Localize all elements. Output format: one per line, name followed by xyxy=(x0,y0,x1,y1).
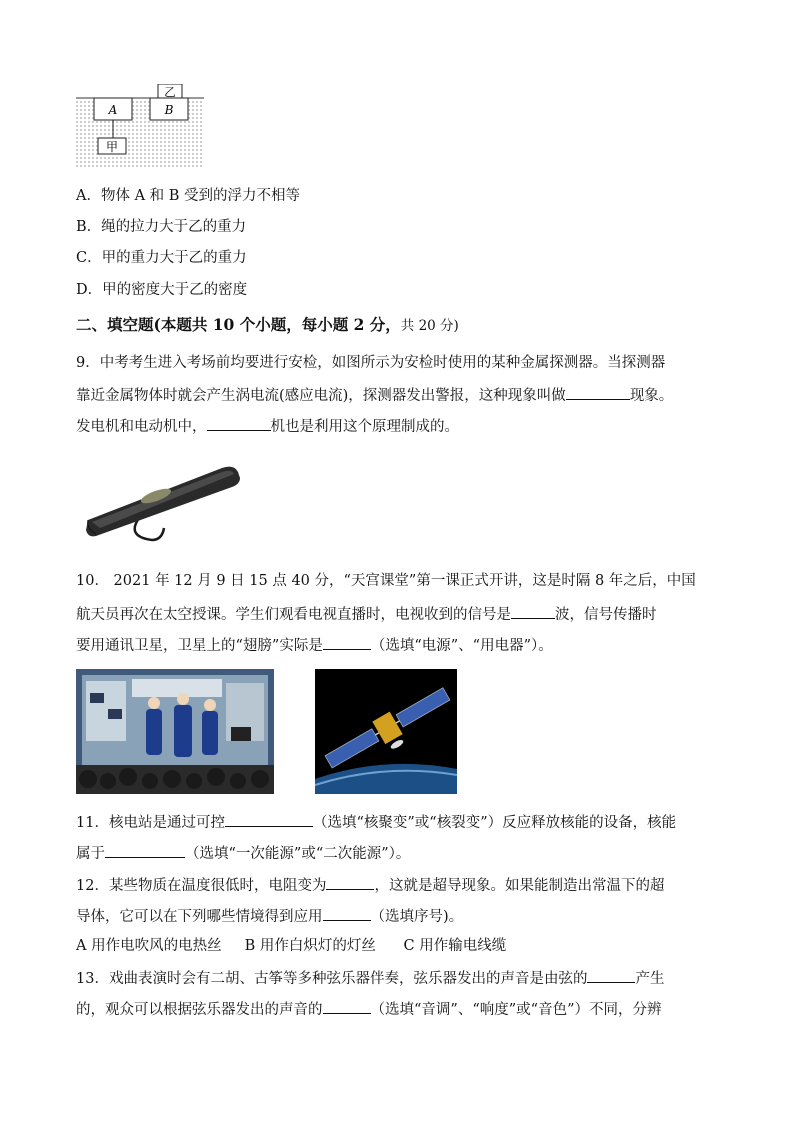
q12-options: A 用作电吹风的电热丝 B 用作白炽灯的灯丝 C 用作输电线缆 xyxy=(76,938,507,954)
q9-line-3 xyxy=(76,415,459,437)
q9-blank-1[interactable] xyxy=(566,384,630,400)
q12-text: 导体，它可以在下列哪些情境得到应用 xyxy=(76,909,323,925)
q8-option-c: C．甲的重力大于乙的重力 xyxy=(76,250,247,266)
q13-text: 13．戏曲表演时会有二胡、古筝等多种弦乐器伴奏，弦乐器发出的声音是由弦的 xyxy=(76,971,588,987)
q11-blank-1[interactable] xyxy=(225,811,313,827)
q9-line-1: 9．中考考生进入考场前均要进行安检，如图所示为安检时使用的某种金属探测器。当探测器 xyxy=(76,355,666,371)
q12-text: 12．某些物质在温度很低时，电阻变为 xyxy=(76,878,327,894)
q10-line-3 xyxy=(76,634,553,656)
label-b: B xyxy=(164,103,174,117)
q11-text: （选填“一次能源”或“二次能源”）。 xyxy=(185,846,411,862)
q11-text: 属于 xyxy=(76,846,105,862)
section-suffix: 共 20 分) xyxy=(400,318,459,334)
buoyancy-figure xyxy=(76,84,206,172)
q12-text: ，这就是超导现象。如果能制造出常温下的超 xyxy=(374,878,665,894)
q13-blank-2[interactable] xyxy=(323,998,371,1014)
q10-text: 航天员再次在太空授课。学生们观看电视直播时，电视收到的信号是 xyxy=(76,607,511,623)
buoyancy-diagram xyxy=(76,84,206,172)
q11-blank-2[interactable] xyxy=(105,842,185,858)
q12-line-1 xyxy=(76,874,664,896)
q10-blank-2[interactable] xyxy=(323,634,371,650)
q11-line-1 xyxy=(76,811,676,833)
satellite-photo xyxy=(315,669,457,794)
q11-text: （选填“核聚变”或“核裂变”）反应释放核能的设备，核能 xyxy=(312,815,677,831)
q9-text: 靠近金属物体时就会产生涡电流(感应电流)，探测器发出警报，这种现象叫做 xyxy=(76,388,566,404)
label-a: A xyxy=(108,103,118,117)
q10-line-2 xyxy=(76,603,657,625)
q9-text: 现象。 xyxy=(629,388,674,404)
space-classroom-photo xyxy=(76,669,274,794)
q9-text: 机也是利用这个原理制成的。 xyxy=(270,419,459,435)
metal-detector-image xyxy=(82,458,244,548)
q12-line-2 xyxy=(76,905,463,927)
q13-text: 的，观众可以根据弦乐器发出的声音的 xyxy=(76,1002,323,1018)
q9-blank-2[interactable] xyxy=(207,415,271,431)
label-yi: 乙 xyxy=(164,85,176,99)
q10-text: 要用通讯卫星，卫星上的“翅膀”实际是 xyxy=(76,638,323,654)
q8-option-b: B．绳的拉力大于乙的重力 xyxy=(76,219,247,235)
q13-text: （选填“音调”、“响度”或“音色”）不同，分辨 xyxy=(370,1002,662,1018)
q10-text: 波，信号传播时 xyxy=(555,607,657,623)
q13-line-1 xyxy=(76,967,664,989)
q9-text: 发电机和电动机中， xyxy=(76,419,207,435)
section-heading xyxy=(76,315,459,336)
label-jia: 甲 xyxy=(105,140,119,154)
q10-blank-1[interactable] xyxy=(511,603,555,619)
q8-option-a: A．物体 A 和 B 受到的浮力不相等 xyxy=(76,188,301,204)
q10-line-1: 10． 2021 年 12 月 9 日 15 点 40 分，“天宫课堂”第一课正式开讲，这是时隔 8 年之后，中国 xyxy=(76,573,696,589)
q11-text: 11．核电站是通过可控 xyxy=(76,815,225,831)
q10-text: （选填“电源”、“用电器”）。 xyxy=(370,638,553,654)
q12-blank-2[interactable] xyxy=(323,905,371,921)
q9-line-2 xyxy=(76,384,673,406)
q11-line-2 xyxy=(76,842,410,864)
section-title: 二、填空题(本题共 10 个小题，每小题 2 分， xyxy=(76,315,401,334)
q8-option-d: D．甲的密度大于乙的密度 xyxy=(76,282,248,298)
q12-blank-1[interactable] xyxy=(326,874,374,890)
q12-text: （选填序号)。 xyxy=(370,909,464,925)
q13-line-2 xyxy=(76,998,661,1020)
q13-blank-1[interactable] xyxy=(587,967,635,983)
q13-text: 产生 xyxy=(635,971,665,987)
